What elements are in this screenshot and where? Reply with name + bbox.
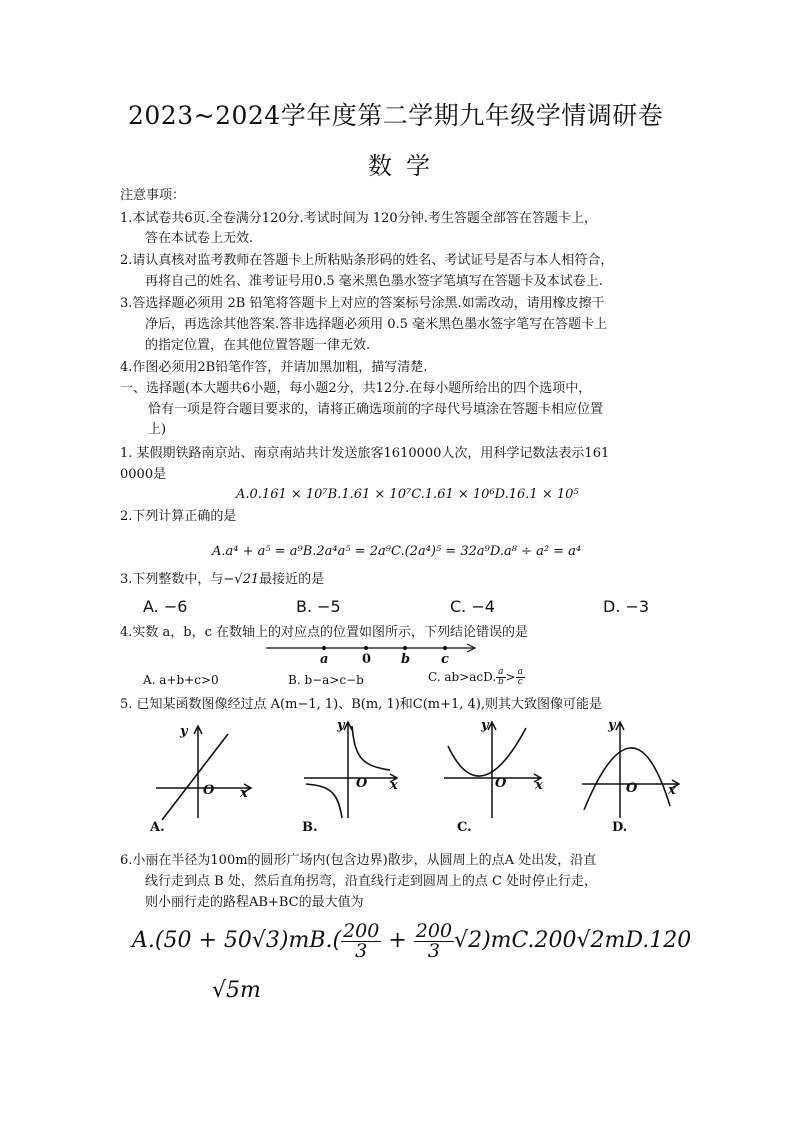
q1-stem-line-2: 0000是 [120, 467, 167, 482]
graph-d-y-label: y [608, 718, 616, 733]
section1-line-1: 一、选择题(本大题共6小题，每小题2分，共12分.在每小题所给出的四个选项中， [120, 381, 592, 396]
q4-gt: > [505, 670, 516, 684]
note-line-8: 4.作图必须用2B铅笔作答，并请加黑加粗，描写清楚. [120, 360, 428, 375]
graph-d-x-label: x [668, 783, 676, 798]
q2-stem: 2.下列计算正确的是 [120, 509, 237, 524]
q4-frac-ab-num: a [498, 667, 504, 677]
subject-title: 数学 [368, 152, 444, 180]
q3-stem-b: 最接近的是 [259, 572, 325, 587]
q3-option-a: A. −6 [143, 597, 188, 616]
q3-stem-a: 3.下列整数中，与 [120, 572, 224, 587]
q6-frac-1-den: 3 [355, 939, 368, 962]
graph-a-curve [162, 734, 228, 820]
q6-option-cd: √2)mC.200√2mD.120 [454, 928, 692, 953]
note-line-3: 2.请认真核对监考教师在答题卡上所粘贴条形码的姓名、考试证号是否与本人相符合， [120, 253, 614, 268]
q5-stem: 5. 已知某函数图像经过点 A(m−1, 1)、B(m, 1)和C(m+1, 4),则其大致图像可能是 [120, 697, 603, 712]
note-line-5: 3.答选择题必须用 2B 铅笔将答题卡上对应的答案标号涂黑.如需改动，请用橡皮擦干 [120, 296, 605, 311]
q4-option-c: C. ab>acD. [428, 670, 497, 684]
q6-frac-1 [341, 919, 381, 962]
q6-option-d-tail: √5m [212, 978, 261, 1003]
graph-c-label: C. [457, 820, 472, 835]
q6-plus: + [388, 928, 407, 953]
label-a: a [320, 652, 329, 667]
q3-stem-math: −√21 [223, 572, 260, 587]
label-c: c [441, 652, 449, 667]
q6-line-3: 则小丽行走的路程AB+BC的最大值为 [145, 895, 364, 910]
point-c [443, 646, 447, 650]
label-zero: 0 [362, 652, 372, 667]
graph-b-origin: O [356, 776, 368, 791]
graph-a-label: A. [150, 820, 165, 835]
q4-stem: 4.实数 a，b，c 在数轴上的对应点的位置如图所示，下列结论错误的是 [120, 625, 529, 640]
graph-b-curve-right [352, 726, 390, 770]
note-line-4: 再将自己的姓名、准考证号用0.5 毫米黑色墨水签字笔填写在答题卡及本试卷上. [145, 274, 603, 289]
graph-d-origin: O [626, 781, 638, 796]
exam-title: 2023~2024学年度第二学期九年级学情调研卷 [128, 101, 664, 130]
q4-option-a: A. a+b+c>0 [143, 673, 219, 687]
graph-b-curve-left [306, 784, 342, 818]
graph-b-y-label: y [337, 718, 345, 733]
graph-a [150, 718, 260, 823]
q6-line-1: 6.小丽在半径为100m的圆形广场内(包含边界)散步，从圆周上的点A 处出发，沿直 [120, 853, 597, 868]
q4-option-b: B. b−a>c−b [288, 673, 364, 687]
point-a [322, 646, 326, 650]
q6-frac-2-den: 3 [427, 939, 440, 962]
q6-option-a: A.(50 + 50√3)mB.( [132, 928, 342, 953]
q4-frac-ac [516, 668, 525, 687]
graph-d-label: D. [612, 820, 628, 835]
q4-frac-ac-den: c [517, 677, 523, 687]
graph-b [300, 718, 410, 823]
q6-frac-2 [414, 919, 454, 962]
q6-options [132, 918, 691, 964]
graph-b-label: B. [302, 820, 318, 835]
graph-d [578, 718, 688, 823]
graph-c-origin: O [495, 776, 507, 791]
graph-d-curve [584, 748, 670, 810]
q4-frac-ab [496, 668, 505, 687]
q1-options: A.0.161 × 10⁷B.1.61 × 10⁷C.1.61 × 10⁶D.16.1 × 10⁵ [236, 487, 579, 502]
graph-c-y-label: y [481, 718, 489, 733]
q3-option-d: D. −3 [603, 597, 650, 616]
q4-frac-ac-num: a [517, 667, 523, 677]
section1-line-2: 恰有一项是符合题目要求的，请将正确选项前的字母代号填涂在答题卡相应位置 [148, 402, 604, 417]
note-line-1: 1.本试卷共6页.全卷满分120分.考试时间为 120分钟.考生答题全部答在答题卡上， [120, 211, 597, 226]
number-line [262, 640, 482, 670]
graph-b-x-label: x [390, 778, 398, 793]
label-b: b [401, 652, 411, 667]
q4-option-cd [428, 668, 525, 687]
point-b [403, 646, 407, 650]
q6-frac-1-num: 200 [343, 919, 380, 942]
graph-a-y-label: y [180, 724, 188, 739]
note-line-2: 答在本试卷上无效. [145, 231, 254, 246]
graph-c [440, 718, 550, 823]
q4-frac-ab-den: b [497, 677, 504, 687]
notes-heading: 注意事项： [120, 188, 186, 203]
graph-a-x-label: x [240, 786, 248, 801]
q6-frac-2-num: 200 [415, 919, 453, 942]
note-line-7: 的指定位置，在其他位置答题一律无效. [145, 338, 371, 353]
graph-c-x-label: x [535, 778, 543, 793]
graph-a-origin: O [203, 783, 215, 798]
section1-line-3: 上) [148, 422, 167, 437]
q3-option-b: B. −5 [296, 597, 341, 616]
q6-line-2: 线行走到点 B 处，然后直角拐弯，沿直线行走到圆周上的点 C 处时停止行走， [145, 874, 598, 889]
note-line-6: 净后，再选涂其他答案.答非选择题必须用 0.5 毫米黑色墨水签字笔写在答题卡上 [145, 317, 608, 332]
q3-option-c: C. −4 [450, 597, 495, 616]
q3-stem [120, 572, 324, 588]
graph-c-curve [448, 728, 526, 776]
q2-options: A.a⁴ + a⁵ = a⁹B.2a⁴a⁵ = 2a⁹C.(2a⁴)⁵ = 32a⁹D.a⁸ ÷ a² = a⁴ [212, 544, 582, 559]
point-zero [364, 646, 368, 650]
q1-stem-line-1: 1. 某假期铁路南京站、南京南站共计发送旅客1610000人次，用科学记数法表示161 [120, 446, 610, 461]
